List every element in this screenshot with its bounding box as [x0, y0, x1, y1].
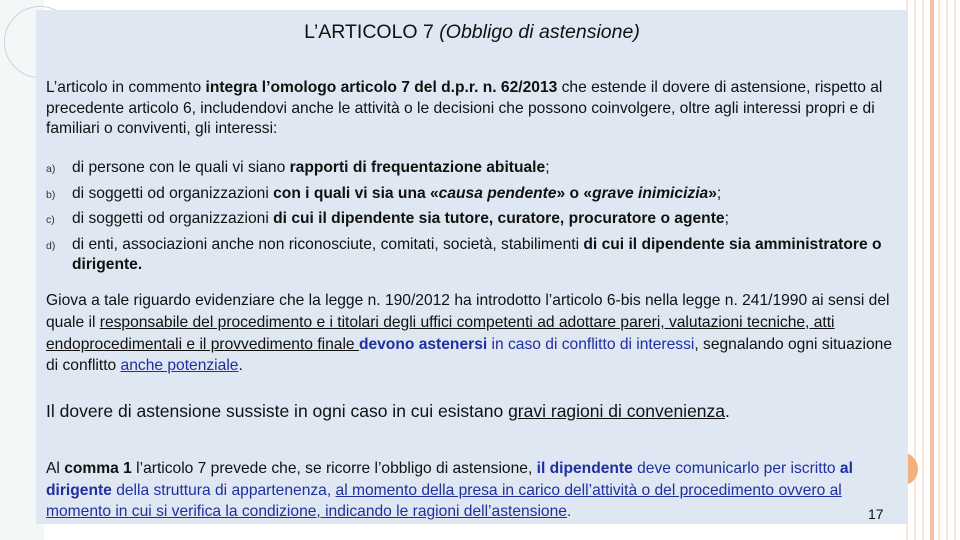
- list-bold-text: »: [708, 184, 717, 202]
- list-text: di enti, associazioni anche non riconosciute, comitati, società, stabilimenti: [72, 235, 584, 253]
- list-text: di soggetti od organizzazioni: [72, 210, 274, 227]
- list-text: di persone con le quali vi siano: [72, 159, 290, 176]
- list-text: ;: [545, 159, 550, 176]
- intro-paragraph: [46, 78, 896, 140]
- page-number: 17: [868, 506, 884, 522]
- law-190-paragraph: [46, 290, 904, 377]
- highlight-bold-text: il dipendente: [536, 460, 633, 477]
- highlight-text: deve comunicarlo per iscritto: [632, 460, 840, 477]
- list-bold-text: » o «: [556, 184, 593, 202]
- list-bold-text: rapporti di frequentazione abituale: [289, 159, 546, 176]
- list-item-c: [46, 209, 898, 230]
- intro-bold-text: integra l’omologo articolo 7 del d.p.r. n. 62/2013: [205, 79, 558, 96]
- list-bold-text: con i quali vi sia una «: [273, 184, 439, 202]
- underlined-text: gravi ragioni di convenienza: [508, 401, 726, 421]
- highlight-bold-text: al dirigente: [46, 460, 853, 499]
- bold-text: comma 1: [64, 460, 132, 477]
- intro-text: L’articolo in commento: [46, 79, 206, 96]
- highlight-text: .: [566, 503, 572, 520]
- highlight-text: in caso di conflitto di interessi: [487, 335, 695, 353]
- list-bold-italic-text: grave inimicizia: [592, 184, 709, 202]
- list-bold-text: di cui il dipendente sia amministratore o dirigente.: [72, 235, 882, 273]
- list-bold-italic-text: causa pendente: [438, 184, 557, 202]
- paragraph-text: l’articolo 7 prevede che, se ricorre l’obbligo di astensione,: [131, 460, 537, 477]
- highlight-bold-text: devono astenersi: [358, 335, 488, 353]
- interests-list: [46, 158, 898, 281]
- slide-title: [36, 21, 908, 44]
- list-item-d: [46, 235, 898, 276]
- title-subtitle: (Obbligo di astensione): [439, 21, 640, 43]
- comma-1-paragraph: [46, 458, 904, 523]
- list-text: di soggetti od organizzazioni: [72, 184, 274, 202]
- list-marker: d): [46, 239, 56, 252]
- slide-content: [36, 10, 908, 524]
- paragraph-text: , segnalando ogni situazione di conflitto: [46, 335, 893, 375]
- paragraph-text: .: [725, 401, 730, 421]
- underlined-highlight-text: al momento della presa in carico dell’attività o del procedimento ovvero al momento in cui si verifica la condizione, indicando le ragioni dell’astensione: [46, 481, 842, 520]
- paragraph-text: Il dovere di astensione sussiste in ogni caso in cui esistano: [46, 401, 509, 421]
- underlined-highlight-text: anche potenziale: [120, 357, 239, 375]
- list-marker: c): [46, 214, 55, 226]
- list-item-a: [46, 158, 898, 179]
- paragraph-text: Giova a tale riguardo evidenziare che la legge n. 190/2012 ha introdotto l’articolo 6-bis nella legge n. 241/1990 ai sensi del quale il: [46, 292, 890, 331]
- underlined-text: responsabile del procedimento e i titolari degli uffici competenti ad adottare pareri, valutazioni tecniche, atti endoprocedimentali e il provvedimento finale: [46, 313, 835, 353]
- list-text: ;: [716, 184, 722, 202]
- intro-text-end: che estende il dovere di astensione, rispetto al precedente articolo 6, includendovi anche le attività o le decisioni che possono coinvolgere, oltre agli interessi propri e di familiari o conviventi, gli interessi:: [46, 79, 883, 137]
- paragraph-text: .: [238, 357, 243, 375]
- list-item-b: [46, 184, 898, 205]
- list-marker: b): [46, 188, 56, 201]
- convenience-paragraph: [46, 399, 904, 423]
- title-main: L’ARTICOLO 7: [304, 21, 434, 43]
- highlight-text: della struttura di appartenenza,: [111, 481, 336, 499]
- paragraph-text: Al: [46, 460, 65, 477]
- list-bold-text: di cui il dipendente sia tutore, curatore, procuratore o agente: [273, 210, 725, 227]
- list-marker: a): [46, 163, 56, 175]
- list-text: ;: [724, 210, 729, 227]
- right-bar-decoration: [930, 0, 934, 540]
